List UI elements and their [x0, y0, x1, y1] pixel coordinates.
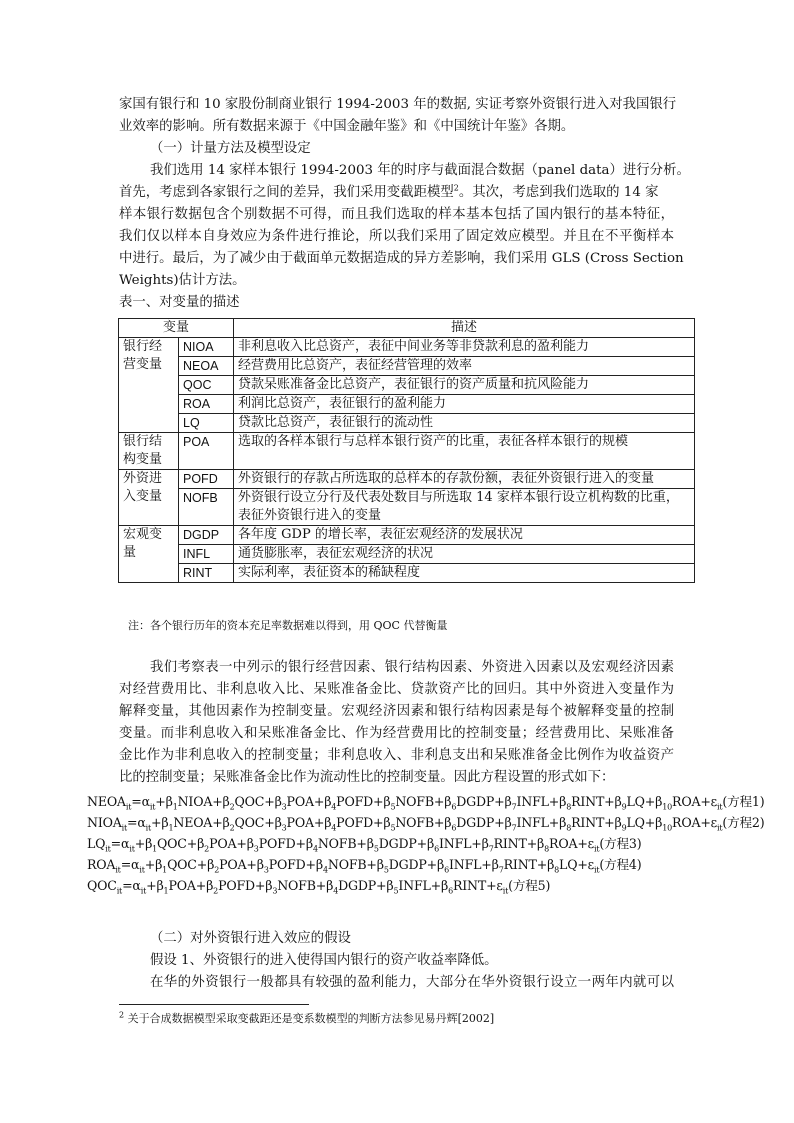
method-line-2-cont: 。其次，考虑到我们选取的 14 家	[458, 185, 659, 200]
equation-5: $QOC_{it}=\alpha_{it}+\beta_1POA+\beta_2POFD+\beta_3NOFB+\beta_4DGDP+\beta_5INFL+\beta_6RINT+\varepsilon_{it}$(方程5)	[87, 878, 551, 896]
table-row	[119, 470, 695, 489]
var-desc: 外资银行的存款占所选取的总样本的存款份额，表征外资银行进入的变量	[234, 470, 695, 489]
table-row	[119, 433, 695, 470]
var-desc: 各年度 GDP 的增长率，表征宏观经济的发展状况	[234, 526, 695, 545]
equation-2: $NIOA_{it}=\alpha_{it}+\beta_1NEOA+\beta_2QOC+\beta_3POA+\beta_4POFD+\beta_5NOFB+\beta_6DGDP+\beta_7INFL+\beta_8RINT+\beta_9LQ+\beta_{10}ROA+\varepsilon_{it}$(方程2)	[87, 815, 765, 833]
footnote-number: 2	[119, 1010, 125, 1020]
var-desc: 利润比总资产，表征银行的盈利能力	[234, 395, 695, 414]
final-line: 在华的外资银行一般都具有较强的盈利能力，大部分在华外资银行设立一两年内就可以	[150, 975, 674, 990]
footnote	[119, 1011, 494, 1027]
var-abbr: POA	[179, 433, 234, 470]
group-bank-operation: 银行经营变量	[119, 338, 179, 433]
equation-1: $NEOA_{it}=\alpha_{it}+\beta_1NIOA+\beta_2QOC+\beta_3POA+\beta_4POFD+\beta_5NOFB+\beta_6DGDP+\beta_7INFL+\beta_8RINT+\beta_9LQ+\beta_{10}ROA+\varepsilon_{it}$(方程1)	[87, 794, 765, 812]
table-row	[119, 357, 695, 376]
var-desc: 贷款比总资产，表征银行的流动性	[234, 414, 695, 433]
var-desc: 通货膨胀率，表征宏观经济的状况	[234, 545, 695, 564]
intro-line-2: 业效率的影响。所有数据来源于《中国金融年鉴》和《中国统计年鉴》各期。	[119, 119, 575, 134]
table-row	[119, 414, 695, 433]
method-line-3: 样本银行数据包含个别数据不可得，而且我们选取的样本基本包括了国内银行的基本特征，	[119, 207, 674, 222]
regression-line-2: 对经营费用比、非利息收入比、呆账准备金比、贷款资产比的回归。其中外资进入变量作为	[119, 682, 674, 697]
table-row	[119, 526, 695, 545]
table-row	[119, 545, 695, 564]
method-line-4: 我们仅以样本自身效应为条件进行推论，所以我们采用了固定效应模型。并且在不平衡样本	[119, 229, 674, 244]
regression-line-4: 变量。而非利息收入和呆账准备金比、作为经营费用比的控制变量；经营费用比、呆账准备	[119, 726, 674, 741]
equation-4: $ROA_{it}=\alpha_{it}+\beta_1QOC+\beta_2POA+\beta_3POFD+\beta_4NOFB+\beta_5DGDP+\beta_6INFL+\beta_7RINT+\beta_8LQ+\varepsilon_{it}$(方程4)	[87, 857, 642, 875]
method-line-2	[119, 184, 674, 202]
var-abbr: DGDP	[179, 526, 234, 545]
group-foreign-entry: 外资进入变量	[119, 470, 179, 526]
method-line-6: Weights)估计方法。	[119, 273, 246, 288]
footnote-divider	[119, 1004, 309, 1005]
var-abbr: NOFB	[179, 489, 234, 526]
var-desc: 外资银行设立分行及代表处数目与所选取 14 家样本银行设立机构数的比重，表征外资银行进入的变量	[234, 489, 695, 526]
table-row	[119, 376, 695, 395]
variables-table	[118, 318, 695, 583]
var-abbr: INFL	[179, 545, 234, 564]
var-abbr: ROA	[179, 395, 234, 414]
table-row	[119, 395, 695, 414]
regression-line-3: 解释变量，其他因素作为控制变量。宏观经济因素和银行结构因素是每个被解释变量的控制	[119, 704, 674, 719]
hypothesis-1: 假设 1、外资银行的进入使得国内银行的资产收益率降低。	[150, 953, 498, 968]
var-abbr: NIOA	[179, 338, 234, 357]
regression-line-5: 金比作为非利息收入的控制变量；非利息收入、非利息支出和呆账准备金比例作为收益资产	[119, 748, 674, 763]
method-line-2-text: 首先，考虑到各家银行之间的差异，我们采用变截距模型	[119, 185, 454, 200]
table-row	[119, 489, 695, 526]
footnote-text: 关于合成数据模型采取变截距还是变系数模型的判断方法参见易丹辉[2002]	[127, 1012, 495, 1025]
group-macro: 宏观变量	[119, 526, 179, 583]
var-desc: 经营费用比总资产，表征经营管理的效率	[234, 357, 695, 376]
section1-heading: （一）计量方法及模型设定	[150, 141, 311, 156]
var-abbr: LQ	[179, 414, 234, 433]
var-abbr: QOC	[179, 376, 234, 395]
intro-line-1: 家国有银行和 10 家股份制商业银行 1994-2003 年的数据, 实证考察外资银行进入对我国银行	[119, 97, 677, 112]
var-abbr: POFD	[179, 470, 234, 489]
table-row	[119, 564, 695, 583]
group-bank-structure: 银行结构变量	[119, 433, 179, 470]
var-desc: 选取的各样本银行与总样本银行资产的比重，表征各样本银行的规模	[234, 433, 695, 470]
footnote-marker[interactable]: 2	[453, 183, 459, 193]
var-desc: 非利息收入比总资产，表征中间业务等非贷款利息的盈利能力	[234, 338, 695, 357]
section2-heading: （二）对外资银行进入效应的假设	[150, 931, 351, 946]
header-variable: 变量	[119, 319, 234, 338]
method-line-5: 中进行。最后，为了减少由于截面单元数据造成的异方差影响，我们采用 GLS (Cross Section	[119, 251, 684, 266]
var-abbr: RINT	[179, 564, 234, 583]
method-line-1: 我们选用 14 家样本银行 1994-2003 年的时序与截面混合数据（panel data）进行分析。	[150, 163, 690, 178]
equation-3: $LQ_{it}=\alpha_{it}+\beta_1QOC+\beta_2POA+\beta_3POFD+\beta_4NOFB+\beta_5DGDP+\beta_6INFL+\beta_7RINT+\beta_8ROA+\varepsilon_{it}$(方程3)	[87, 836, 642, 854]
table-row	[119, 338, 695, 357]
var-abbr: NEOA	[179, 357, 234, 376]
header-description: 描述	[234, 319, 695, 338]
table-header-row	[119, 319, 695, 338]
var-desc: 实际利率，表征资本的稀缺程度	[234, 564, 695, 583]
table-caption: 表一、对变量的描述	[119, 295, 240, 310]
regression-line-6: 比的控制变量；呆账准备金比作为流动性比的控制变量。因此方程设置的形式如下：	[119, 770, 615, 785]
var-desc: 贷款呆账准备金比总资产，表征银行的资产质量和抗风险能力	[234, 376, 695, 395]
regression-line-1: 我们考察表一中列示的银行经营因素、银行结构因素、外资进入因素以及宏观经济因素	[150, 660, 674, 675]
table-note: 注：各个银行历年的资本充足率数据难以得到，用 QOC 代替衡量	[128, 619, 448, 632]
